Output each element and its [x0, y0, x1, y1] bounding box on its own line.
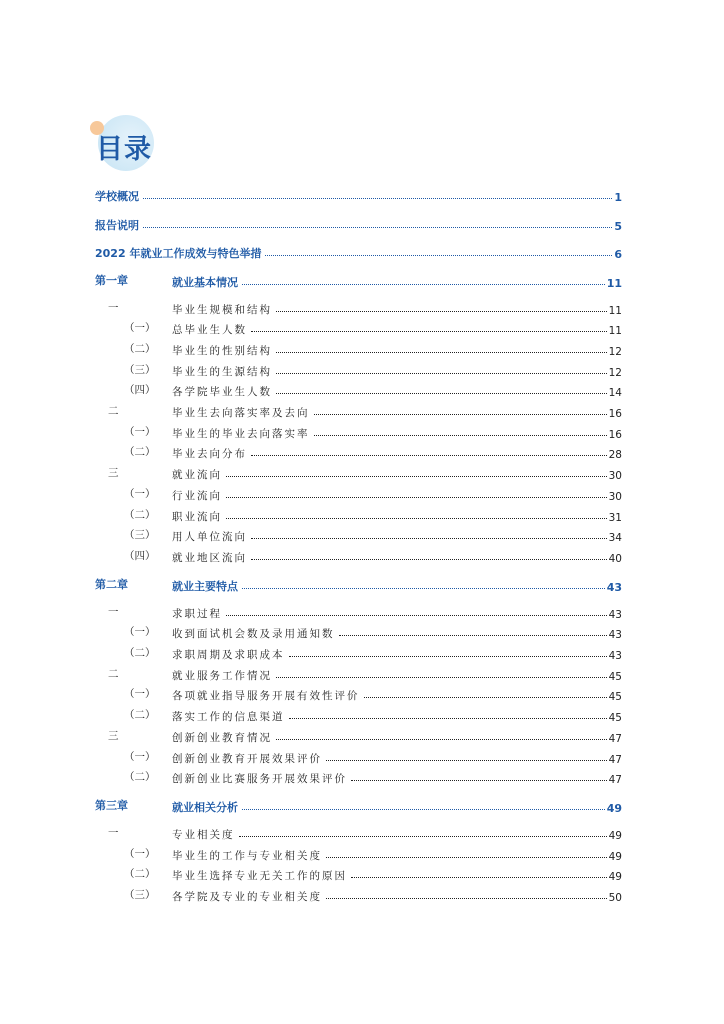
- toc-entry-section[interactable]: [108, 727, 622, 745]
- toc-heading-badge: [90, 115, 170, 175]
- dot-leader: [242, 284, 605, 285]
- toc-entry-top[interactable]: [95, 215, 622, 233]
- dot-leader: [326, 898, 607, 899]
- toc-entry-label: 职业流向: [172, 510, 222, 523]
- toc-entry-chapter[interactable]: [95, 272, 622, 290]
- toc-entry-label: 毕业生的毕业去向落实率: [172, 427, 310, 440]
- toc-entry-section[interactable]: [108, 464, 622, 483]
- dot-leader: [251, 559, 607, 560]
- toc-entry-label: 求职过程: [172, 607, 222, 620]
- toc-entry-label: 毕业去向分布: [172, 448, 247, 461]
- toc-entry-number: （三）: [124, 363, 156, 376]
- dot-leader: [265, 255, 612, 256]
- toc-entry-page-number: 49: [608, 829, 622, 842]
- dot-leader: [326, 857, 607, 858]
- toc-entry-label: 就业相关分析: [172, 800, 238, 814]
- toc-entry-page-number: 43: [606, 580, 622, 594]
- dot-leader: [143, 198, 612, 199]
- dot-leader: [289, 656, 607, 657]
- toc-entry-section[interactable]: [108, 665, 622, 683]
- dot-leader: [143, 227, 612, 228]
- toc-entry-page-number: 45: [608, 691, 622, 704]
- toc-entry-label: 毕业生规模和结构: [172, 303, 272, 316]
- toc-entry-subsection[interactable]: [124, 886, 622, 904]
- dot-leader: [276, 677, 607, 678]
- toc-entry-number: （二）: [124, 868, 156, 881]
- toc-entry-label: 创新创业比赛服务开展效果评价: [172, 773, 347, 786]
- page-title: 目录: [96, 134, 152, 165]
- toc-entry-page-number: 12: [608, 366, 622, 379]
- dot-leader: [251, 331, 607, 332]
- toc-entry-label: 各学院及专业的专业相关度: [172, 891, 322, 903]
- toc-entry-number: （二）: [124, 508, 156, 521]
- dot-leader: [226, 518, 607, 519]
- dot-leader: [314, 414, 607, 415]
- toc-entry-subsection[interactable]: [124, 706, 622, 725]
- toc-entry-label: 行业流向: [172, 489, 222, 502]
- dot-leader: [326, 760, 607, 761]
- toc-entry-label: 各项就业指导服务开展有效性评价: [172, 690, 360, 703]
- toc-entry-number: （二）: [124, 446, 156, 459]
- dot-leader: [242, 588, 605, 589]
- toc-entry-chapter[interactable]: [95, 576, 622, 594]
- toc-entry-page-number: 30: [608, 470, 622, 483]
- toc-entry-number: （三）: [124, 889, 156, 901]
- toc-entry-chapter[interactable]: [95, 797, 622, 815]
- toc-entry-page-number: 49: [608, 871, 622, 884]
- toc-entry-subsection[interactable]: [124, 685, 622, 704]
- toc-entry-number: （二）: [124, 709, 156, 722]
- toc-entry-label: 毕业生的工作与专业相关度: [172, 849, 322, 862]
- toc-entry-page-number: 43: [608, 608, 622, 621]
- dot-leader: [339, 635, 607, 636]
- dot-leader: [364, 697, 607, 698]
- toc-entry-number: 三: [108, 729, 119, 742]
- toc-entry-page-number: 49: [606, 801, 622, 815]
- toc-entry-page-number: 47: [608, 774, 622, 787]
- toc-entry-label: 用人单位流向: [172, 531, 247, 544]
- toc-entry-label: 就业地区流向: [172, 551, 247, 564]
- toc-entry-label: 总毕业生人数: [172, 324, 247, 337]
- toc-entry-label: 收到面试机会数及录用通知数: [172, 628, 335, 641]
- toc-entry-subsection[interactable]: [124, 644, 622, 662]
- dot-leader: [276, 373, 607, 374]
- toc-entry-number: 第二章: [95, 577, 128, 591]
- toc-entry-page-number: 11: [606, 276, 622, 290]
- toc-entry-label: 就业主要特点: [172, 579, 238, 593]
- toc-entry-page-number: 30: [608, 490, 622, 503]
- toc-entry-label: 就业服务工作情况: [172, 669, 272, 682]
- toc-entry-page-number: 43: [608, 629, 622, 642]
- toc-entry-top[interactable]: [95, 243, 622, 261]
- toc-entry-top[interactable]: [95, 186, 622, 204]
- toc-entry-subsection[interactable]: [124, 485, 622, 503]
- toc-entry-number: 第一章: [95, 273, 128, 287]
- dot-leader: [351, 780, 607, 781]
- toc-entry-label: 就业基本情况: [172, 275, 238, 289]
- toc-entry-number: 一: [108, 826, 119, 839]
- toc-entry-page-number: 16: [608, 428, 622, 441]
- toc-entry-label: 落实工作的信息渠道: [172, 711, 285, 724]
- toc-entry-page-number: 47: [608, 732, 622, 745]
- dot-leader: [242, 809, 605, 810]
- toc-entry-page-number: 5: [614, 219, 622, 233]
- toc-entry-number: 二: [108, 667, 119, 680]
- dot-leader: [226, 476, 607, 477]
- dot-leader: [276, 352, 607, 353]
- toc-entry-subsection[interactable]: [124, 381, 622, 400]
- dot-leader: [276, 311, 607, 312]
- toc-entry-number: （四）: [124, 384, 156, 397]
- toc-entry-section[interactable]: [108, 299, 622, 317]
- toc-entry-number: （二）: [124, 647, 156, 659]
- toc-entry-number: （一）: [124, 425, 156, 438]
- toc-entry-number: 二: [108, 405, 119, 417]
- toc-entry-label: 求职周期及求职成本: [172, 649, 285, 661]
- toc-entry-number: （一）: [124, 626, 156, 639]
- dot-leader: [351, 877, 607, 878]
- dot-leader: [314, 435, 607, 436]
- dot-leader: [276, 739, 607, 740]
- toc-entry-label: 毕业生选择专业无关工作的原因: [172, 870, 347, 883]
- dot-leader: [251, 538, 607, 539]
- toc-entry-subsection[interactable]: [124, 506, 622, 524]
- toc-entry-label: 专业相关度: [172, 828, 235, 841]
- toc-entry-number: 三: [108, 467, 119, 480]
- toc-entry-label: 创新创业教育开展效果评价: [172, 752, 322, 765]
- toc-entry-subsection[interactable]: [124, 623, 622, 642]
- toc-entry-label: 毕业生去向落实率及去向: [172, 407, 310, 419]
- toc-entry-label: 毕业生的性别结构: [172, 344, 272, 357]
- toc-entry-subsection[interactable]: [124, 361, 622, 379]
- toc-entry-number: 第三章: [95, 798, 128, 812]
- toc-entry-label: 2022 年就业工作成效与特色举措: [95, 247, 262, 260]
- dot-leader: [276, 393, 607, 394]
- toc-entry-label: 学校概况: [95, 190, 139, 203]
- toc-entry-page-number: 28: [608, 449, 622, 462]
- toc-entry-number: 一: [108, 605, 119, 618]
- toc-entry-label: 各学院毕业生人数: [172, 386, 272, 399]
- toc-entry-section[interactable]: [108, 824, 622, 842]
- toc-entry-label: 毕业生的生源结构: [172, 365, 272, 378]
- toc-entry-page-number: 43: [608, 650, 622, 662]
- toc-entry-page-number: 47: [608, 753, 622, 766]
- toc-entry-page-number: 40: [608, 552, 622, 565]
- toc-entry-number: （二）: [124, 771, 156, 784]
- toc-entry-section[interactable]: [108, 402, 622, 420]
- dot-leader: [239, 836, 607, 837]
- toc-entry-page-number: 31: [608, 511, 622, 524]
- toc-entry-page-number: 16: [608, 408, 622, 420]
- toc-entry-number: （四）: [124, 549, 156, 562]
- toc-entry-subsection[interactable]: [124, 845, 622, 863]
- dot-leader: [226, 615, 607, 616]
- dot-leader: [251, 455, 607, 456]
- toc-entry-page-number: 45: [608, 712, 622, 725]
- toc-entry-page-number: 45: [608, 670, 622, 683]
- toc-entry-number: （一）: [124, 750, 156, 763]
- toc-entry-subsection[interactable]: [124, 340, 622, 358]
- toc-entry-page-number: 49: [608, 850, 622, 863]
- toc-entry-subsection[interactable]: [124, 319, 622, 338]
- toc-entry-number: （一）: [124, 322, 156, 335]
- toc-entry-label: 创新创业教育情况: [172, 731, 272, 744]
- toc-entry-number: （二）: [124, 342, 156, 355]
- toc-entry-page-number: 14: [608, 387, 622, 400]
- dot-leader: [289, 718, 607, 719]
- toc-entry-page-number: 1: [614, 191, 622, 204]
- toc-entry-subsection[interactable]: [124, 748, 622, 766]
- toc-entry-number: （一）: [124, 487, 156, 500]
- toc-entry-subsection[interactable]: [124, 768, 622, 787]
- toc-entry-number: （一）: [124, 688, 156, 701]
- dot-leader: [226, 497, 607, 498]
- toc-entry-label: 报告说明: [95, 218, 139, 232]
- toc-entry-number: （三）: [124, 529, 156, 542]
- toc-entry-page-number: 12: [608, 345, 622, 358]
- toc-entry-label: 就业流向: [172, 469, 222, 482]
- toc-entry-number: （一）: [124, 847, 156, 860]
- toc-entry-subsection[interactable]: [124, 443, 622, 462]
- toc-entry-page-number: 34: [608, 532, 622, 545]
- toc-entry-number: 一: [108, 301, 119, 314]
- toc-entry-page-number: 11: [608, 304, 622, 317]
- toc-entry-subsection[interactable]: [124, 865, 622, 884]
- toc-entry-page-number: 50: [608, 892, 622, 904]
- toc-entry-page-number: 11: [608, 325, 622, 338]
- toc-entry-section[interactable]: [108, 603, 622, 621]
- toc-entry-subsection[interactable]: [124, 423, 622, 441]
- toc-entry-subsection[interactable]: [124, 547, 622, 565]
- toc-entry-page-number: 6: [614, 248, 622, 261]
- toc-entry-subsection[interactable]: [124, 526, 622, 545]
